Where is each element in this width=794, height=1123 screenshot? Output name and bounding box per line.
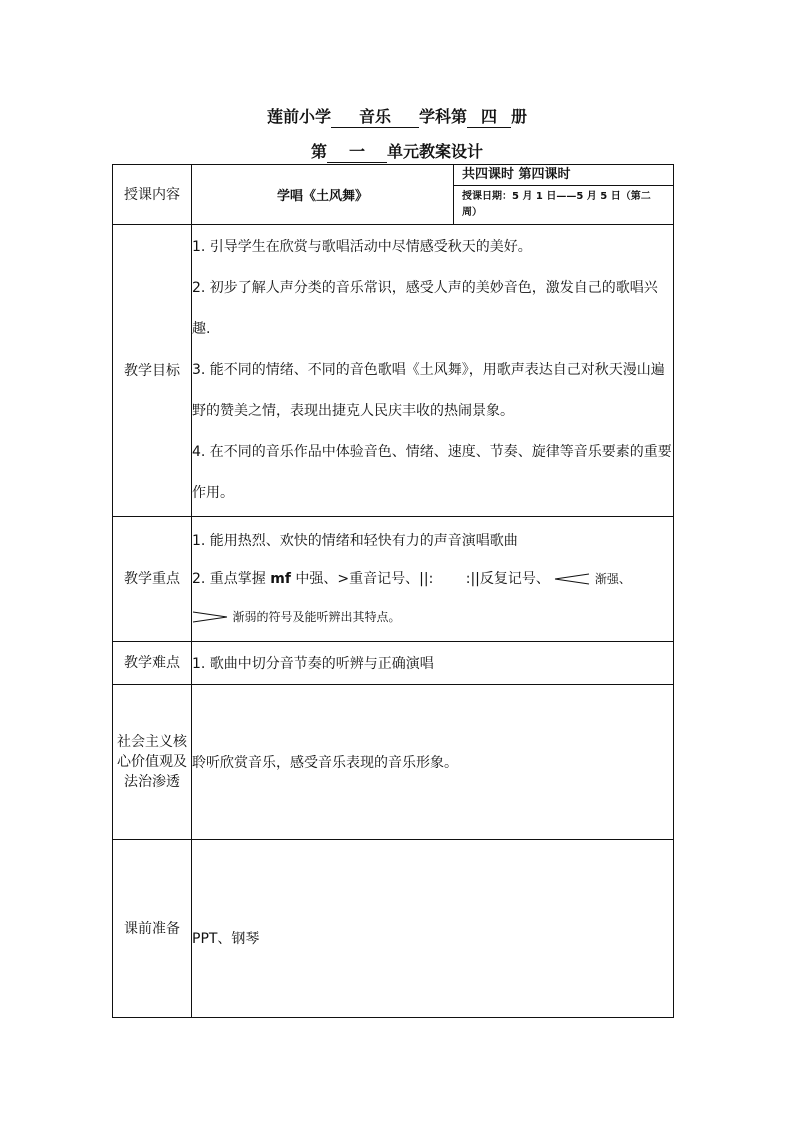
row-values xyxy=(113,685,674,840)
label-key: 教学重点 xyxy=(113,517,192,642)
lesson-topic: 学唱《土风舞》 xyxy=(192,165,454,225)
key-item-2-cont xyxy=(192,598,673,636)
goals-content xyxy=(192,225,674,517)
key-item-2 xyxy=(192,560,673,598)
volume-suffix: 册 xyxy=(511,107,528,126)
goal-item: 4. 在不同的音乐作品中体验音色、情绪、速度、节奏、旋律等音乐要素的重要作用。 xyxy=(192,444,672,501)
label-goals: 教学目标 xyxy=(113,225,192,517)
diminuendo-icon xyxy=(192,611,228,623)
lesson-plan-table xyxy=(112,164,674,1018)
unit-field: 一 xyxy=(327,139,387,163)
mf-symbol: mf xyxy=(270,571,291,587)
difficulty-content: 1. 歌曲中切分音节奏的听辨与正确演唱 xyxy=(192,642,674,685)
goal-item: 3. 能不同的情绪、不同的音色歌唱《土风舞》，用歌声表达自己对秋天漫山遍野的赞美之情，表现出捷克人民庆丰收的热闹景象。 xyxy=(192,362,665,419)
lesson-dates: 授课日期：5 月 1 日——5 月 5 日（第二周） xyxy=(462,191,651,218)
subject-field: 音乐 xyxy=(331,104,419,128)
values-content: 聆听欣赏音乐，感受音乐表现的音乐形象。 xyxy=(192,685,674,840)
row-prep xyxy=(113,840,674,1018)
label-content: 授课内容 xyxy=(113,165,192,225)
row-key xyxy=(113,517,674,642)
unit-prefix: 第 xyxy=(310,142,327,161)
key-item-2-text: 2. 重点掌握 xyxy=(192,571,266,587)
key-content xyxy=(192,517,674,642)
volume-field: 四 xyxy=(467,104,511,128)
key-item-2-text: 渐强、 xyxy=(594,572,631,586)
goal-item: 2. 初步了解人声分类的音乐常识，感受人声的美妙音色，激发自己的歌唱兴趣. xyxy=(192,280,658,337)
label-difficulty: 教学难点 xyxy=(113,642,192,685)
schedule-cell xyxy=(454,165,674,225)
lesson-hours: 共四课时 第四课时 xyxy=(454,165,673,186)
key-item-2-text: :||反复记号、 xyxy=(465,571,550,587)
label-prep: 课前准备 xyxy=(113,840,192,1018)
key-item-1: 1. 能用热烈、欢快的情绪和轻快有力的声音演唱歌曲 xyxy=(192,533,518,549)
goal-item: 1. 引导学生在欣赏与歌唱活动中尽情感受秋天的美好。 xyxy=(192,239,532,255)
label-values: 社会主义核心价值观及法治渗透 xyxy=(113,685,192,840)
key-item-2-text: 渐弱的符号及能听辨出其特点。 xyxy=(232,610,401,624)
school-name: 莲前小学 xyxy=(266,107,331,126)
row-content xyxy=(113,165,674,225)
unit-title xyxy=(0,139,794,163)
subject-suffix: 学科第 xyxy=(418,107,467,126)
crescendo-icon xyxy=(554,573,590,585)
row-goals xyxy=(113,225,674,517)
document-title xyxy=(0,104,794,128)
prep-content: PPT、钢琴 xyxy=(192,840,674,1018)
row-difficulty xyxy=(113,642,674,685)
unit-suffix: 单元教案设计 xyxy=(387,142,484,161)
key-item-2-text: 中强、>重音记号、||: xyxy=(295,571,434,587)
